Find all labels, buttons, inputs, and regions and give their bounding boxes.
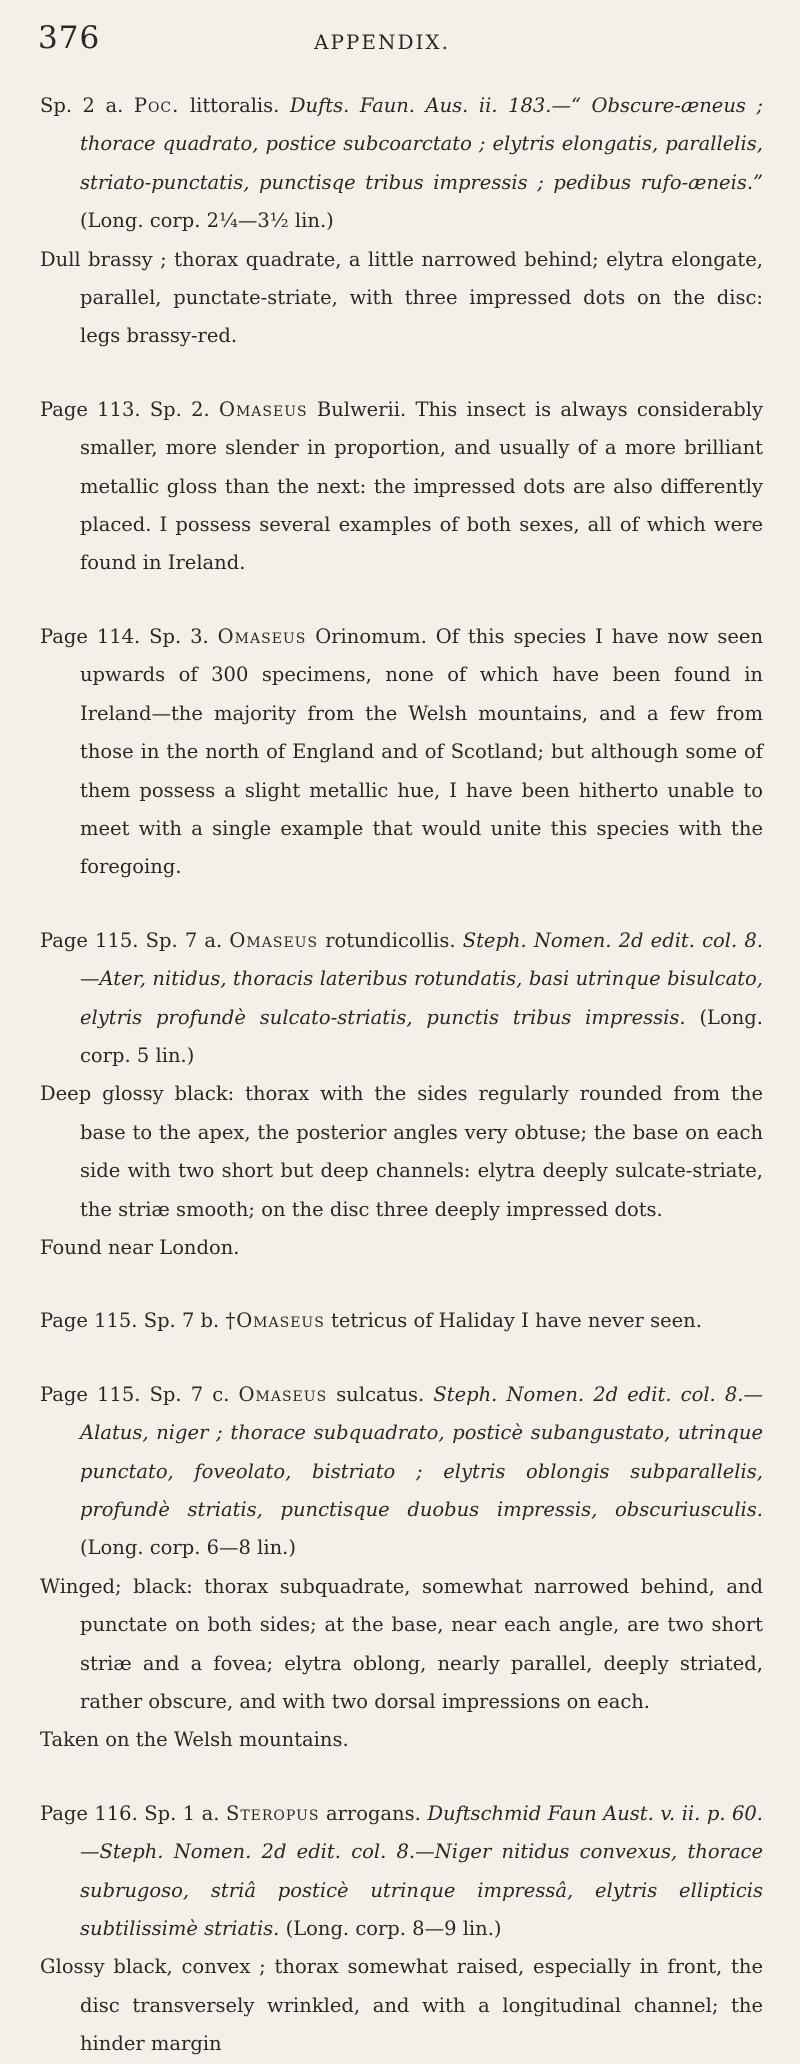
english-description [40, 241, 763, 356]
entry-reference: Page 113. Sp. 2. [40, 397, 219, 421]
latin-description: Alatus, niger ; thorace subquadrato, posticè subangustato, utrinque punctato, foveolato, bistriato ; elytris oblongis subparallelis, profundè striatis, punctisque duobus impressis, obscuriusculis. [80, 1421, 763, 1521]
citation: Steph. Nomen. 2d edit. col. 8.— [80, 928, 763, 991]
description-text: Deep glossy black: thorax with the sides regularly rounded from the base to the apex, the posterior angles very obtuse; the base on each side with two short but deep channels: elytra deeply sulcate-striate, the striæ smooth; on the disc three deeply impressed dots. [40, 1082, 763, 1221]
species-entry [40, 1302, 763, 1340]
description-text: This insect is always considerably smaller, more slender in proportion, and usually of a more brilliant metallic gloss than the next: the impressed dots are also differently placed. I possess several examples of both sexes, all of which were found in Ireland. [80, 397, 763, 575]
species-name: rotundicollis. [318, 928, 463, 952]
species-entry [40, 391, 763, 583]
description-text: Glossy black, convex ; thorax somewhat raised, especially in front, the disc transversely wrinkled, and with a longitudinal channel; the hinder margin [40, 1955, 763, 2056]
english-description [40, 1948, 763, 2063]
description-text: Dull brassy ; thorax quadrate, a little narrowed behind; elytra elongate, parallel, punctate-striate, with three impressed dots on the disc: legs brassy-red. [40, 247, 763, 348]
species-entry [40, 618, 763, 887]
measurement: (Long. corp. 6—8 lin.) [80, 1536, 296, 1560]
species-name: littoralis. [179, 94, 290, 117]
citation: Duftschmid Faun Aust. v. ii. p. 60.—Steph. Nomen. 2d edit. col. 8.— [80, 1801, 764, 1864]
measurement: (Long. corp. 2¼—3½ lin.) [80, 209, 334, 233]
english-description [40, 1568, 763, 1722]
species-entry [40, 1376, 763, 1568]
species-name: Bulwerii. [307, 397, 416, 421]
description-text: Of this species I have now seen upwards of 300 specimens, none of which have been found in Ireland—the majority from the Welsh mountains, and a few from those in the north of England and of Scotland; but although some of them possess a slight metallic hue, I have been hitherto unable to meet with a single example that would unite this species with the foregoing. [80, 624, 763, 879]
page-body [0, 87, 800, 2064]
genus-name: Omaseus [217, 624, 307, 648]
entry-reference: Sp. 2 a. [40, 94, 134, 117]
entry-reference: Page 116. Sp. 1 a. [40, 1801, 226, 1825]
species-name: Orinomum. [306, 624, 436, 648]
page-header [0, 20, 800, 60]
species-entry [40, 1795, 763, 1949]
page-number: 376 [38, 20, 101, 56]
english-description [40, 1075, 763, 1229]
entry-reference: Page 114. Sp. 3. [40, 624, 218, 648]
genus-name: Steropus [225, 1801, 320, 1825]
citation: Steph. Nomen. 2d edit. col. 8.— [433, 1382, 763, 1406]
measurement: (Long. corp. 8—9 lin.) [279, 1917, 502, 1941]
species-entry [40, 87, 763, 241]
genus-name: Omaseus [218, 397, 308, 421]
genus-name: Omaseus [229, 928, 319, 952]
species-name: arrogans. [319, 1801, 428, 1825]
locality-note: Taken on the Welsh mountains. [40, 1728, 349, 1752]
latin-description: Ater, nitidus, thoracis lateribus rotundatis, basi utrinque bisulcato, elytris profundè sulcato-striatis, punctis tribus impressis. [80, 967, 763, 1029]
genus-name: †Omaseus [225, 1309, 325, 1333]
citation: Dufts. Faun. Aus. ii. 183.— [289, 94, 571, 117]
species-name: tetricus of Haliday I have never seen. [324, 1309, 702, 1333]
latin-description: “ Obscure-æneus ; thorace quadrato, postice subcoarctato ; elytris elongatis, parallelis, striato-punctatis, punctisqe tribus impressis ; pedibus rufo-æneis.” [80, 94, 763, 194]
entry-reference: Page 115. Sp. 7 c. [40, 1382, 239, 1406]
genus-name: Omaseus [238, 1382, 328, 1406]
species-name: sulcatus. [327, 1382, 434, 1406]
locality-note: Found near London. [40, 1235, 240, 1259]
species-entry [40, 922, 763, 1076]
genus-name: Poc. [133, 94, 180, 117]
description-text: Winged; black: thorax subquadrate, somewhat narrowed behind, and punctate on both sides; at the base, near each angle, are two short striæ and a fovea; elytra oblong, nearly parallel, deeply striated, rather obscure, and with two dorsal impressions on each. [40, 1574, 763, 1714]
running-head: APPENDIX. [314, 30, 450, 54]
measurement: (Long. corp. 5 lin.) [80, 1005, 763, 1067]
entry-reference: Page 115. Sp. 7 b. [40, 1309, 226, 1333]
entry-reference: Page 115. Sp. 7 a. [40, 928, 230, 952]
latin-description: Niger nitidus convexus, thorace subrugoso, striâ posticè utrinque impressâ, elytris ellipticis subtilissimè striatis. [80, 1840, 763, 1941]
